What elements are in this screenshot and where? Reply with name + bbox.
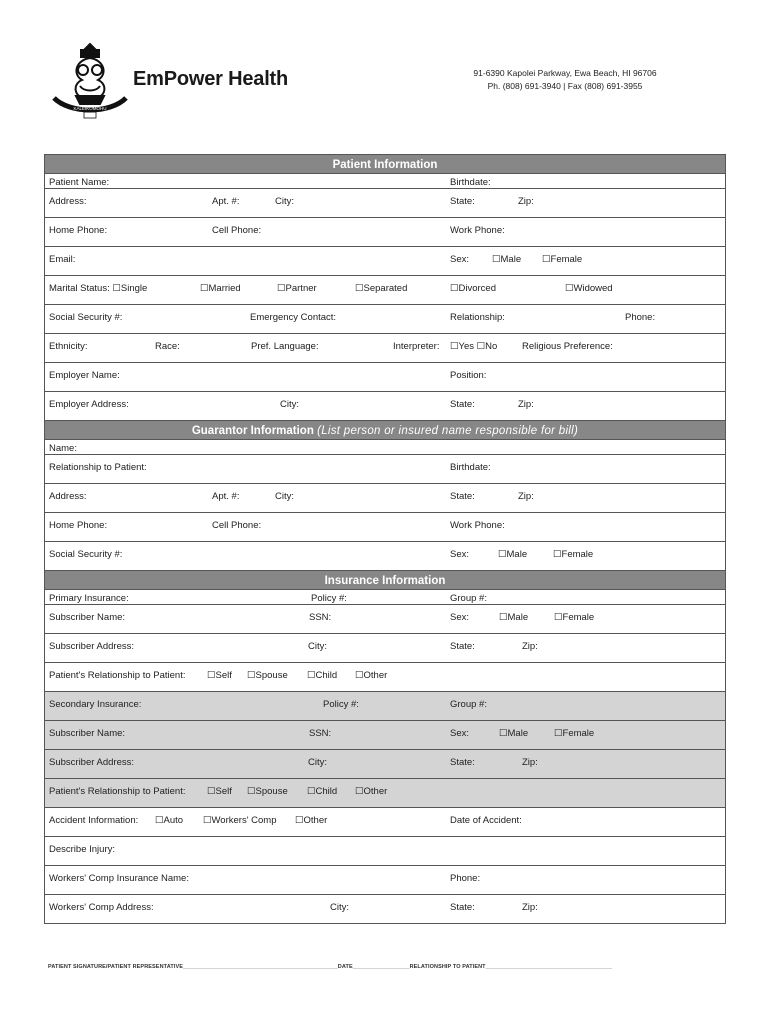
primary-subscriber-name-field[interactable]: Subscriber Name:	[49, 612, 126, 623]
guarantor-sex-male-checkbox[interactable]: ☐Male	[498, 549, 528, 560]
guarantor-zip-field[interactable]: Zip:	[518, 491, 534, 502]
form-row	[45, 218, 725, 247]
form-row	[45, 721, 725, 750]
home-phone-field[interactable]: Home Phone:	[49, 225, 108, 236]
accident-info-label: Accident Information:	[49, 815, 139, 826]
primary-sex-male-checkbox[interactable]: ☐Male	[499, 612, 529, 623]
accident-other-checkbox[interactable]: ☐Other	[295, 815, 328, 826]
secondary-city-field[interactable]: City:	[308, 757, 327, 768]
guarantor-address-field[interactable]: Address:	[49, 491, 87, 502]
primary-insurance-field[interactable]: Primary Insurance:	[49, 593, 129, 604]
workers-comp-address-field[interactable]: Workers' Comp Address:	[49, 902, 154, 913]
form-row	[45, 276, 725, 305]
secondary-group-field[interactable]: Group #:	[450, 699, 487, 710]
section-header-insurance: Insurance Information	[45, 570, 725, 590]
primary-rel-self-checkbox[interactable]: ☐Self	[207, 670, 232, 681]
primary-patient-relationship-label: Patient's Relationship to Patient:	[49, 670, 186, 681]
guarantor-cell-phone-field[interactable]: Cell Phone:	[212, 520, 262, 531]
form-row	[45, 174, 725, 189]
religious-preference-field[interactable]: Religious Preference:	[522, 341, 613, 352]
form-row	[45, 692, 725, 721]
primary-group-field[interactable]: Group #:	[450, 593, 487, 604]
form-row	[45, 605, 725, 634]
form-row	[45, 440, 725, 455]
secondary-sex-female-checkbox[interactable]: ☐Female	[554, 728, 595, 739]
primary-sex-female-checkbox[interactable]: ☐Female	[554, 612, 595, 623]
guarantor-ssn-field[interactable]: Social Security #:	[49, 549, 123, 560]
zip-field[interactable]: Zip:	[518, 196, 534, 207]
employer-zip-field[interactable]: Zip:	[518, 399, 534, 410]
birthdate-field[interactable]: Birthdate:	[450, 177, 491, 188]
primary-state-field[interactable]: State:	[450, 641, 475, 652]
form-row	[45, 779, 725, 808]
brand-name: EmPower Health	[133, 68, 289, 90]
workers-comp-city-field[interactable]: City:	[330, 902, 349, 913]
guarantor-apt-field[interactable]: Apt. #:	[212, 491, 240, 502]
address-line: 91-6390 Kapolei Parkway, Ewa Beach, HI 96706	[473, 68, 657, 78]
primary-subscriber-address-field[interactable]: Subscriber Address:	[49, 641, 135, 652]
date-of-accident-field[interactable]: Date of Accident:	[450, 815, 522, 826]
marital-separated-checkbox[interactable]: ☐Separated	[355, 283, 408, 294]
guarantor-sex-label: Sex:	[450, 549, 470, 560]
secondary-rel-other-checkbox[interactable]: ☐Other	[355, 786, 388, 797]
guarantor-home-phone-field[interactable]: Home Phone:	[49, 520, 108, 531]
registration-form	[44, 154, 726, 924]
employer-state-field[interactable]: State:	[450, 399, 475, 410]
form-row	[45, 808, 725, 837]
secondary-rel-child-checkbox[interactable]: ☐Child	[307, 786, 338, 797]
interpreter-yes-no-checkbox[interactable]: ☐Yes ☐No	[450, 341, 498, 352]
form-row	[45, 484, 725, 513]
apt-field[interactable]: Apt. #:	[212, 196, 240, 207]
secondary-patient-relationship-label: Patient's Relationship to Patient:	[49, 786, 186, 797]
secondary-sex-male-checkbox[interactable]: ☐Male	[499, 728, 529, 739]
guarantor-work-phone-field[interactable]: Work Phone:	[450, 520, 505, 531]
form-row	[45, 866, 725, 895]
primary-city-field[interactable]: City:	[308, 641, 327, 652]
secondary-policy-field[interactable]: Policy #:	[323, 699, 359, 710]
form-row	[45, 542, 725, 570]
marital-divorced-checkbox[interactable]: ☐Divorced	[450, 283, 497, 294]
primary-policy-field[interactable]: Policy #:	[311, 593, 347, 604]
secondary-subscriber-name-field[interactable]: Subscriber Name:	[49, 728, 126, 739]
section-header-patient: Patient Information	[45, 154, 725, 174]
cell-phone-field[interactable]: Cell Phone:	[212, 225, 262, 236]
employer-address-field[interactable]: Employer Address:	[49, 399, 129, 410]
describe-injury-field[interactable]: Describe Injury:	[49, 844, 115, 855]
guarantor-state-field[interactable]: State:	[450, 491, 475, 502]
guarantor-relationship-field[interactable]: Relationship to Patient:	[49, 462, 147, 473]
empower-logo-seal-icon	[50, 40, 130, 120]
primary-subscriber-ssn-field[interactable]: SSN:	[309, 612, 332, 623]
form-row	[45, 305, 725, 334]
marital-married-checkbox[interactable]: ☐Married	[200, 283, 241, 294]
signature-line[interactable]: PATIENT SIGNATURE/PATIENT REPRESENTATIVE_________________________________________________DATE__________________RELATIONSHIP TO PATIENT________________________________________	[48, 964, 612, 970]
form-row	[45, 455, 725, 484]
ssn-field[interactable]: Social Security #:	[49, 312, 123, 323]
primary-zip-field[interactable]: Zip:	[522, 641, 538, 652]
guarantor-title: Guarantor Information	[191, 425, 314, 437]
sex-female-checkbox[interactable]: ☐Female	[542, 254, 583, 265]
state-field[interactable]: State:	[450, 196, 475, 207]
pref-language-field[interactable]: Pref. Language:	[251, 341, 319, 352]
secondary-sex-label: Sex:	[450, 728, 470, 739]
primary-rel-spouse-checkbox[interactable]: ☐Spouse	[247, 670, 288, 681]
position-field[interactable]: Position:	[450, 370, 487, 381]
guarantor-sex-female-checkbox[interactable]: ☐Female	[553, 549, 594, 560]
workers-comp-state-field[interactable]: State:	[450, 902, 475, 913]
form-row	[45, 895, 725, 923]
marital-partner-checkbox[interactable]: ☐Partner	[277, 283, 317, 294]
phone-fax-line: Ph. (808) 691-3940 | Fax (808) 691-3955	[487, 81, 643, 91]
accident-workers-comp-checkbox[interactable]: ☐Workers' Comp	[203, 815, 277, 826]
address-field[interactable]: Address:	[49, 196, 87, 207]
race-field[interactable]: Race:	[155, 341, 180, 352]
sex-label: Sex:	[450, 254, 470, 265]
workers-comp-phone-field[interactable]: Phone:	[450, 873, 481, 884]
form-row	[45, 590, 725, 605]
form-row	[45, 634, 725, 663]
secondary-subscriber-address-field[interactable]: Subscriber Address:	[49, 757, 135, 768]
form-row	[45, 513, 725, 542]
interpreter-label: Interpreter:	[393, 341, 440, 352]
accident-auto-checkbox[interactable]: ☐Auto	[155, 815, 184, 826]
relationship-field[interactable]: Relationship:	[450, 312, 505, 323]
employer-name-field[interactable]: Employer Name:	[49, 370, 120, 381]
form-row	[45, 189, 725, 218]
secondary-insurance-field[interactable]: Secondary Insurance:	[49, 699, 142, 710]
guarantor-birthdate-field[interactable]: Birthdate:	[450, 462, 491, 473]
guarantor-note: (List person or insured name responsible for bill)	[317, 425, 579, 437]
form-row	[45, 663, 725, 692]
form-row	[45, 392, 725, 420]
emergency-contact-field[interactable]: Emergency Contact:	[250, 312, 337, 323]
form-row	[45, 334, 725, 363]
guarantor-name-field[interactable]: Name:	[49, 443, 77, 454]
patient-name-field[interactable]: Patient Name:	[49, 177, 110, 188]
section-header-guarantor	[45, 420, 725, 440]
secondary-state-field[interactable]: State:	[450, 757, 475, 768]
employer-city-field[interactable]: City:	[280, 399, 299, 410]
secondary-subscriber-ssn-field[interactable]: SSN:	[309, 728, 332, 739]
form-row	[45, 837, 725, 866]
city-field[interactable]: City:	[275, 196, 294, 207]
secondary-rel-spouse-checkbox[interactable]: ☐Spouse	[247, 786, 288, 797]
guarantor-city-field[interactable]: City:	[275, 491, 294, 502]
marital-single-checkbox[interactable]: Marital Status: ☐Single	[49, 283, 148, 294]
email-field[interactable]: Email:	[49, 254, 76, 265]
sex-male-checkbox[interactable]: ☐Male	[492, 254, 522, 265]
form-row	[45, 363, 725, 392]
ethnicity-field[interactable]: Ethnicity:	[49, 341, 88, 352]
svg-text:KALEIKOMOHU: KALEIKOMOHU	[73, 106, 107, 111]
form-row	[45, 247, 725, 276]
secondary-zip-field[interactable]: Zip:	[522, 757, 538, 768]
primary-rel-child-checkbox[interactable]: ☐Child	[307, 670, 338, 681]
secondary-rel-self-checkbox[interactable]: ☐Self	[207, 786, 232, 797]
clinic-address	[440, 67, 690, 93]
emergency-phone-field[interactable]: Phone:	[625, 312, 656, 323]
work-phone-field[interactable]: Work Phone:	[450, 225, 505, 236]
form-row	[45, 750, 725, 779]
primary-rel-other-checkbox[interactable]: ☐Other	[355, 670, 388, 681]
workers-comp-insurance-name-field[interactable]: Workers' Comp Insurance Name:	[49, 873, 189, 884]
primary-sex-label: Sex:	[450, 612, 470, 623]
marital-widowed-checkbox[interactable]: ☐Widowed	[565, 283, 613, 294]
workers-comp-zip-field[interactable]: Zip:	[522, 902, 538, 913]
